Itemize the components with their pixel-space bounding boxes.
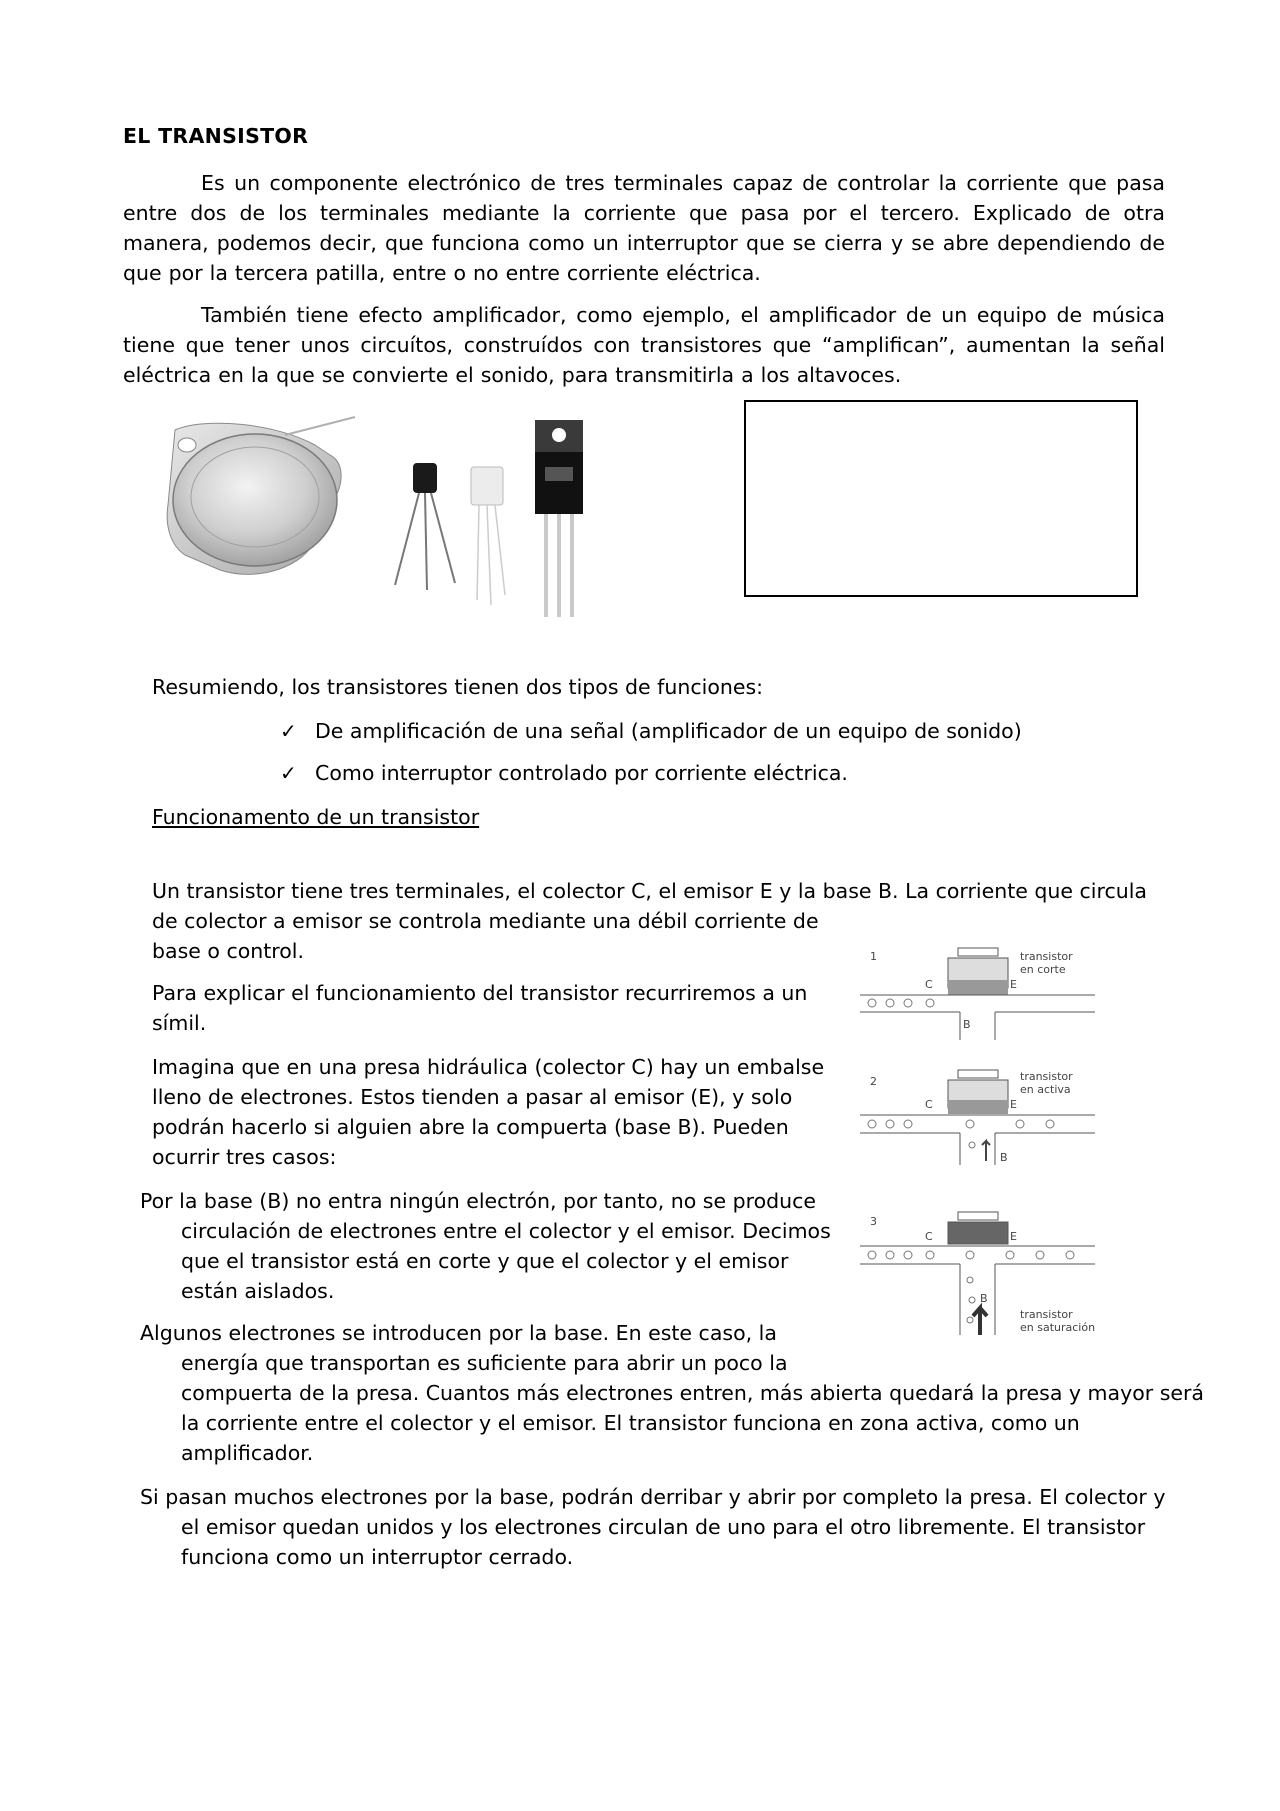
checkmark-icon: ✓ — [280, 761, 297, 785]
to3-transistor-shape — [167, 417, 355, 574]
dam-paragraph-line: Imagina que en una presa hidráulica (colector C) hay un embalse — [152, 1055, 825, 1079]
metal-can-transistor-shape — [471, 467, 505, 605]
section-heading: Funcionamento de un transistor — [152, 805, 480, 829]
case-active-line: Algunos electrones se introducen por la base. En este caso, la — [140, 1321, 777, 1345]
diagram-panel-saturation — [860, 1212, 1095, 1335]
case-saturation-line: el emisor quedan unidos y los electrones circulan de uno para el otro libremente. El transistor — [181, 1515, 1146, 1539]
summary-item-switch: Como interruptor controlado por corriente eléctrica. — [315, 761, 848, 785]
panel-state-label: en corte — [1020, 963, 1066, 976]
case-saturation-line: Si pasan muchos electrones por la base, podrán derribar y abrir por completo la presa. El colector y — [140, 1485, 1166, 1509]
simile-paragraph-line: Para explicar el funcionamiento del transistor recurriremos a un — [152, 981, 808, 1005]
case-cutoff-line: que el transistor está en corte y que el colector y el emisor — [181, 1249, 789, 1273]
diagram-panel-active — [860, 1070, 1095, 1165]
panel-state-label: en saturación — [1020, 1321, 1096, 1334]
terminals-paragraph-line: de colector a emisor se controla mediante una débil corriente de — [152, 909, 819, 933]
dam-analogy-diagram — [860, 940, 1100, 1345]
panel-number: 2 — [870, 1075, 877, 1088]
dam-paragraph-line: ocurrir tres casos: — [152, 1145, 337, 1169]
svg-text:E: E — [1010, 1230, 1017, 1243]
to126-transistor-shape — [535, 420, 583, 617]
dam-paragraph-line: lleno de electrones. Estos tienden a pasar al emisor (E), y solo — [152, 1085, 793, 1109]
panel-state-label: en activa — [1020, 1083, 1071, 1096]
dam-paragraph-line: podrán hacerlo si alguien abre la compuerta (base B). Pueden — [152, 1115, 789, 1139]
amplifier-paragraph: También tiene efecto amplificador, como ejemplo, el amplificador de un equipo de música tiene que tener unos circuítos, construídos con transistores que “amplifican”, aumentan la señal eléctrica en la que se convierte el sonido, para transmitirla a los altavoces. — [123, 303, 1165, 387]
summary-intro: Resumiendo, los transistores tienen dos tipos de funciones: — [152, 675, 764, 699]
panel-state-label: transistor — [1020, 1308, 1073, 1321]
panel-state-label: transistor — [1020, 950, 1073, 963]
diagram-panel-cutoff — [860, 948, 1095, 1040]
intro-paragraph: Es un componente electrónico de tres terminales capaz de controlar la corriente que pasa entre dos de los terminales mediante la corriente que pasa por el tercero. Explicado de otra manera, podemos decir, que funciona como un interruptor que se cierra y se abre dependiendo de que por la tercera patilla, entre o no entre corriente eléctrica. — [123, 171, 1165, 285]
svg-text:B: B — [1000, 1151, 1008, 1164]
case-cutoff-line: circulación de electrones entre el colector y el emisor. Decimos — [181, 1219, 831, 1243]
page-title: EL TRANSISTOR — [123, 124, 309, 148]
checkmark-icon: ✓ — [280, 719, 297, 743]
case-active-line: compuerta de la presa. Cuantos más electrones entren, más abierta quedará la presa y mayor será — [181, 1381, 1204, 1405]
svg-text:B: B — [963, 1018, 971, 1031]
panel-number: 3 — [870, 1215, 877, 1228]
panel-state-label: transistor — [1020, 1070, 1073, 1083]
svg-text:C: C — [925, 978, 933, 991]
svg-text:E: E — [1010, 978, 1017, 991]
simile-paragraph-line: símil. — [152, 1011, 207, 1035]
case-saturation-line: funciona como un interruptor cerrado. — [181, 1545, 574, 1569]
transistors-photo — [165, 415, 635, 620]
svg-text:C: C — [925, 1098, 933, 1111]
list-item — [280, 716, 297, 746]
svg-text:B: B — [980, 1292, 988, 1305]
case-active-line: amplificador. — [181, 1441, 314, 1465]
terminals-paragraph-line: base o control. — [152, 939, 305, 963]
svg-text:E: E — [1010, 1098, 1017, 1111]
list-item — [280, 758, 297, 788]
case-active-line: la corriente entre el colector y el emisor. El transistor funciona en zona activa, como un — [181, 1411, 1080, 1435]
to92-transistor-shape — [395, 463, 455, 590]
case-cutoff-line: Por la base (B) no entra ningún electrón, por tanto, no se produce — [140, 1189, 817, 1213]
case-active-line: energía que transportan es suficiente para abrir un poco la — [181, 1351, 788, 1375]
case-cutoff-line: están aislados. — [181, 1279, 335, 1303]
panel-number: 1 — [870, 950, 877, 963]
svg-text:C: C — [925, 1230, 933, 1243]
empty-box — [744, 400, 1138, 597]
terminals-paragraph-line: Un transistor tiene tres terminales, el colector C, el emisor E y la base B. La corriente que circula — [152, 879, 1147, 903]
summary-item-amplification: De amplificación de una señal (amplificador de un equipo de sonido) — [315, 719, 1022, 743]
